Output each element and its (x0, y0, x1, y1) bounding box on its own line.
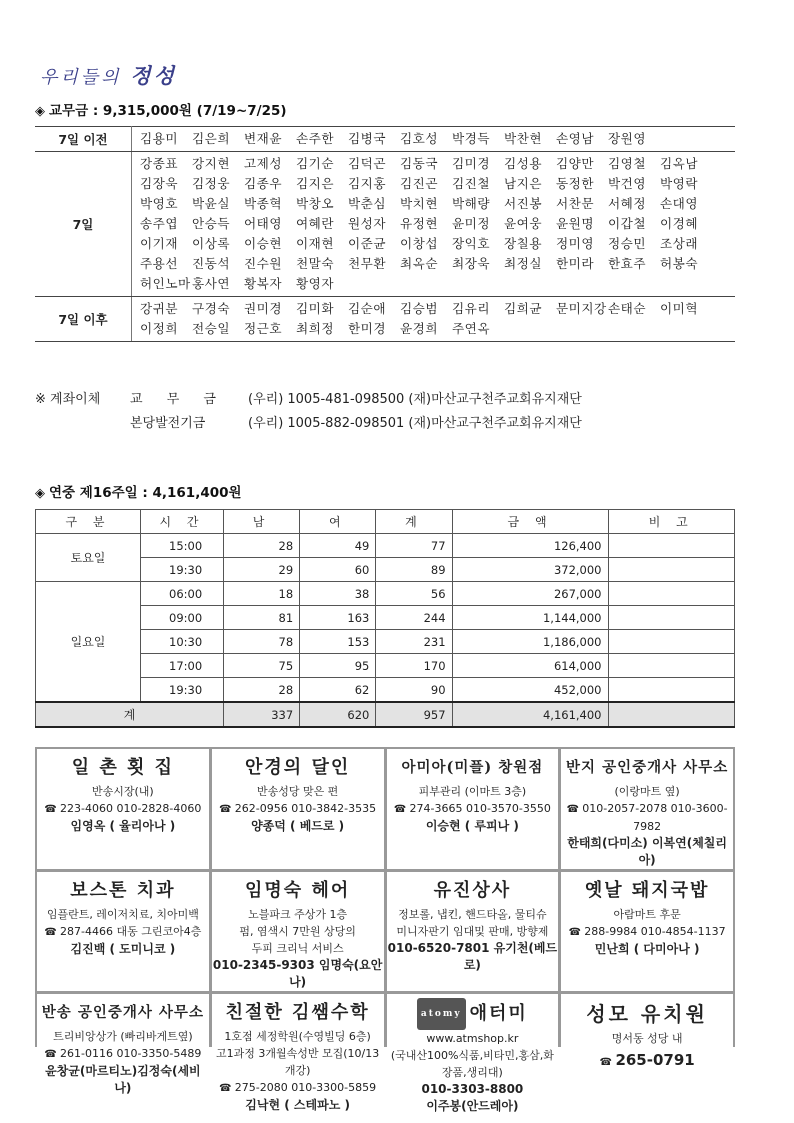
donor-name: 천말숙 (296, 256, 334, 271)
bank-info (35, 388, 582, 436)
donor-name: 황영자 (296, 276, 334, 291)
donor-name: 진동석 (192, 256, 230, 271)
ad-box (387, 749, 559, 869)
donor-label: 7일 (35, 152, 132, 297)
table-header: 비 고 (608, 510, 735, 534)
total-f: 620 (300, 702, 376, 727)
ad-title (212, 753, 384, 783)
ad-title (387, 753, 559, 783)
donor-name: 유정현 (400, 216, 438, 231)
donor-name: 서진봉 (504, 196, 542, 211)
ad-title (561, 753, 733, 783)
donor-name: 전승일 (192, 321, 230, 336)
ad-line: 노블파크 주상가 1층 (248, 908, 348, 921)
time-cell: 06:00 (141, 582, 224, 606)
donor-name: 김승범 (400, 301, 438, 316)
donor-name: 이창섭 (400, 236, 438, 251)
ad-person: 김진백 ( 도미니코 ) (70, 942, 176, 956)
bank-text-2: (우리) 1005-882-098501 (재)마산교구천주교회유지재단 (248, 416, 582, 431)
donor-name: 박윤실 (192, 196, 230, 211)
donor-name: 김옥남 (660, 156, 698, 171)
ad-title-text: 친절한 김쌤수학 (225, 1002, 370, 1023)
ad-person: 양종덕 ( 베드로 ) (251, 819, 345, 833)
donor-name: 박영락 (660, 176, 698, 191)
donor-name: 김은희 (192, 131, 230, 146)
donor-name: 강지현 (192, 156, 230, 171)
ad-line: 임플란트, 레이저치료, 치아미백 (46, 908, 199, 921)
donor-name: 김호성 (400, 131, 438, 146)
donor-name: 김기순 (296, 156, 334, 171)
ad-box (561, 994, 733, 1115)
donor-name: 최옥순 (400, 256, 438, 271)
donor-name: 박창오 (296, 196, 334, 211)
donor-name: 박건영 (608, 176, 646, 191)
table-header: 구 분 (36, 510, 141, 534)
donor-name: 윤미정 (452, 216, 490, 231)
donor-name: 이갑철 (608, 216, 646, 231)
total-note (608, 702, 735, 727)
table-row (36, 606, 735, 630)
donor-name: 홍사연 (192, 276, 230, 291)
offering-title (35, 481, 242, 501)
bank-label-2: 본당발전기금 (130, 416, 206, 431)
name-grid (140, 300, 731, 338)
ad-phone: ☎ 010-2057-2078 010-3600-7982 (561, 800, 733, 835)
donor-name: 김미경 (452, 156, 490, 171)
table-row (36, 582, 735, 606)
donor-name: 손주한 (296, 131, 334, 146)
education-title-text: 교무금 : 9,315,000원 (7/19~7/25) (49, 103, 287, 119)
donor-name: 장원영 (608, 131, 646, 146)
bank-label-1: 교 무 금 (130, 392, 226, 407)
ad-line: 트리비앙상가 (빠리바게트옆) (53, 1030, 193, 1043)
table-row (36, 558, 735, 582)
donor-name: 박치현 (400, 196, 438, 211)
donor-name: 한미라 (556, 256, 594, 271)
donor-name: 어태영 (244, 216, 282, 231)
donor-name: 변재윤 (244, 131, 282, 146)
donor-name: 김진철 (452, 176, 490, 191)
ad-line: 정보롤, 냅킨, 핸드타올, 물티슈 (398, 908, 547, 921)
male-cell: 28 (224, 678, 300, 703)
note-cell (608, 678, 735, 703)
heading-emph: 정성 (130, 63, 177, 88)
atomy-logo-icon: atomy (417, 998, 466, 1030)
donor-name: 이재현 (296, 236, 334, 251)
ad-title-text: 보스톤 치과 (70, 880, 176, 901)
donor-row (35, 152, 735, 297)
donor-name: 김지은 (296, 176, 334, 191)
donor-name: 김동국 (400, 156, 438, 171)
donor-name: 최정실 (504, 256, 542, 271)
note-cell (608, 558, 735, 582)
donor-name: 김종우 (244, 176, 282, 191)
total-label: 계 (36, 702, 224, 727)
ad-phone: ☎ 274-3665 010-3570-3550 (387, 800, 559, 818)
male-cell: 28 (224, 534, 300, 558)
donor-label: 7일 이전 (35, 127, 132, 152)
donor-name: 황복자 (244, 276, 282, 291)
donor-name: 동정한 (556, 176, 594, 191)
sum-cell: 89 (376, 558, 452, 582)
donor-name: 박종혁 (244, 196, 282, 211)
amount-cell: 126,400 (452, 534, 608, 558)
table-row (36, 678, 735, 703)
donor-name: 이기재 (140, 236, 178, 251)
donor-name: 서혜정 (608, 196, 646, 211)
donor-name: 주연옥 (452, 321, 490, 336)
donor-name: 권미경 (244, 301, 282, 316)
offering-title-text: 연중 제16주일 : 4,161,400원 (49, 485, 242, 501)
table-header: 남 (224, 510, 300, 534)
donor-name: 정승민 (608, 236, 646, 251)
heading-prefix: 우리들의 (40, 67, 131, 88)
ad-box (387, 994, 559, 1115)
total-m: 337 (224, 702, 300, 727)
male-cell: 18 (224, 582, 300, 606)
donor-name: 이상록 (192, 236, 230, 251)
ad-line: www.atmshop.kr (426, 1032, 519, 1045)
diamond-icon: ◈ (35, 104, 45, 119)
donor-name: 이경혜 (660, 216, 698, 231)
donor-name: 허인노마 (140, 276, 191, 291)
ad-person: 010-6520-7801 유기천(베드로) (387, 941, 558, 972)
ad-box (37, 872, 209, 991)
donor-name: 손대영 (660, 196, 698, 211)
donor-name: 원성자 (348, 216, 386, 231)
donor-name: 안승득 (192, 216, 230, 231)
donor-names (132, 297, 736, 342)
ad-box (561, 872, 733, 991)
donor-name: 박영호 (140, 196, 178, 211)
ad-box (212, 749, 384, 869)
ad-title (561, 998, 733, 1030)
ad-phone: ☎ 262-0956 010-3842-3535 (212, 800, 384, 818)
donor-name: 한효주 (608, 256, 646, 271)
donor-name: 최장욱 (452, 256, 490, 271)
ad-title (387, 998, 559, 1030)
donor-name: 손태순 (608, 301, 646, 316)
ad-title (212, 876, 384, 906)
female-cell: 38 (300, 582, 376, 606)
amount-cell: 1,186,000 (452, 630, 608, 654)
total-amount: 4,161,400 (452, 702, 608, 727)
time-cell: 09:00 (141, 606, 224, 630)
donor-name: 김미화 (296, 301, 334, 316)
male-cell: 75 (224, 654, 300, 678)
ad-box (561, 749, 733, 869)
donor-name: 허봉숙 (660, 256, 698, 271)
bank-text-1: (우리) 1005-481-098500 (재)마산교구천주교회유지재단 (248, 392, 582, 407)
ad-person: 010-2345-9303 임명숙(요안나) (212, 958, 383, 989)
ad-box (212, 994, 384, 1115)
donor-name: 김희균 (504, 301, 542, 316)
ad-line: 1호점 세정학원(수영빌딩 6층) (224, 1030, 371, 1043)
name-grid (140, 155, 731, 293)
male-cell: 81 (224, 606, 300, 630)
note-cell (608, 606, 735, 630)
donor-names (132, 127, 736, 152)
donor-name: 손영남 (556, 131, 594, 146)
ad-title (387, 876, 559, 906)
donor-name: 이준균 (348, 236, 386, 251)
time-cell: 17:00 (141, 654, 224, 678)
ad-line: 피부관리 (이마트 3층) (418, 785, 527, 798)
donor-row (35, 127, 735, 152)
donor-name: 박춘심 (348, 196, 386, 211)
amount-cell: 267,000 (452, 582, 608, 606)
table-header: 시 간 (141, 510, 224, 534)
donor-name: 김장욱 (140, 176, 178, 191)
donor-name: 송주엽 (140, 216, 178, 231)
donor-name: 강종표 (140, 156, 178, 171)
ad-person: 한태희(다미소) 이복연(체칠리아) (567, 836, 727, 867)
sum-cell: 56 (376, 582, 452, 606)
donor-label: 7일 이후 (35, 297, 132, 342)
ad-title (37, 876, 209, 906)
donor-table (35, 126, 735, 342)
time-cell: 19:30 (141, 678, 224, 703)
donor-name: 여혜란 (296, 216, 334, 231)
donor-name: 김병국 (348, 131, 386, 146)
ad-title-text: 임명숙 헤어 (245, 880, 351, 901)
donor-name: 남지은 (504, 176, 542, 191)
donor-name: 이미혁 (660, 301, 698, 316)
table-header: 여 (300, 510, 376, 534)
ad-line: 두피 크리닉 서비스 (251, 942, 344, 955)
donor-name: 장익호 (452, 236, 490, 251)
donor-name: 윤여웅 (504, 216, 542, 231)
ad-person: 이주봉(안드레아) (426, 1099, 519, 1113)
donor-name: 김진곤 (400, 176, 438, 191)
sum-cell: 170 (376, 654, 452, 678)
donor-name: 김정웅 (192, 176, 230, 191)
donor-name: 김유리 (452, 301, 490, 316)
table-header: 계 (376, 510, 452, 534)
donor-name: 진수원 (244, 256, 282, 271)
donor-name: 최희정 (296, 321, 334, 336)
sum-cell: 77 (376, 534, 452, 558)
ad-title-text: 반송 공인중개사 사무소 (41, 1004, 204, 1021)
female-cell: 49 (300, 534, 376, 558)
ad-title-text: 일 촌 횟 집 (71, 757, 175, 778)
male-cell: 29 (224, 558, 300, 582)
group-label: 일요일 (36, 582, 141, 703)
ad-title-text: 애터미 (469, 1003, 528, 1024)
ad-phone: ☎ 265-0791 (561, 1047, 733, 1076)
donor-name: 조상래 (660, 236, 698, 251)
donor-name: 김순애 (348, 301, 386, 316)
donor-name: 구경숙 (192, 301, 230, 316)
ad-person: 민난희 ( 다미아나 ) (594, 942, 700, 956)
note-cell (608, 582, 735, 606)
total-sum: 957 (376, 702, 452, 727)
ad-line: (이랑마트 옆) (614, 785, 680, 798)
donor-name: 윤원명 (556, 216, 594, 231)
donor-row (35, 297, 735, 342)
table-row (36, 534, 735, 558)
name-grid (140, 130, 731, 148)
donor-name: 박해량 (452, 196, 490, 211)
donor-name: 김덕곤 (348, 156, 386, 171)
donor-name: 박찬현 (504, 131, 542, 146)
donor-names (132, 152, 736, 297)
donor-name: 김용미 (140, 131, 178, 146)
ad-line: 반송시장(내) (92, 785, 154, 798)
time-cell: 19:30 (141, 558, 224, 582)
ad-person: 김낙현 ( 스테파노 ) (245, 1098, 350, 1112)
donor-name: 정근호 (244, 321, 282, 336)
note-cell (608, 534, 735, 558)
ad-line: 아람마트 후문 (613, 908, 681, 921)
ad-title (37, 998, 209, 1028)
ad-phone: ☎ 287-4466 대동 그린코아4층 (37, 923, 209, 941)
donor-name: 김영철 (608, 156, 646, 171)
ad-line: 명서동 성당 내 (611, 1032, 683, 1045)
ad-person: 윤창균(마르티노)김정숙(세비나) (45, 1064, 201, 1095)
bank-mark: ※ 계좌이체 (35, 392, 101, 407)
donor-name: 한미경 (348, 321, 386, 336)
donor-name: 강귀분 (140, 301, 178, 316)
diamond-icon: ◈ (35, 486, 45, 501)
time-cell: 10:30 (141, 630, 224, 654)
table-row (36, 654, 735, 678)
donor-name: 이승현 (244, 236, 282, 251)
ad-person: 이승현 ( 루피나 ) (425, 819, 519, 833)
ad-box (37, 749, 209, 869)
amount-cell: 452,000 (452, 678, 608, 703)
ad-phone: ☎ 288-9984 010-4854-1137 (561, 923, 733, 941)
sum-cell: 231 (376, 630, 452, 654)
donor-name: 주용선 (140, 256, 178, 271)
donor-name: 정미영 (556, 236, 594, 251)
table-header-row (36, 510, 735, 534)
sum-cell: 90 (376, 678, 452, 703)
female-cell: 60 (300, 558, 376, 582)
donor-name: 천무환 (348, 256, 386, 271)
offering-table (35, 509, 735, 728)
donor-name: 박경득 (452, 131, 490, 146)
ad-person: 임영옥 ( 율리아나 ) (70, 819, 176, 833)
donor-name: 장칠용 (504, 236, 542, 251)
ad-title-text: 아미아(미플) 창원점 (401, 759, 544, 776)
female-cell: 163 (300, 606, 376, 630)
ad-line: 미니자판기 임대및 판매, 방향제 (396, 925, 549, 938)
ad-phone: ☎ 275-2080 010-3300-5859 (212, 1079, 384, 1097)
note-cell (608, 630, 735, 654)
ad-phone: ☎ 223-4060 010-2828-4060 (37, 800, 209, 818)
ad-box (212, 872, 384, 991)
ad-phone: ☎ 261-0116 010-3350-5489 (37, 1045, 209, 1063)
ad-title-text: 유진상사 (433, 880, 512, 901)
ad-line: 펌, 염색시 7만원 상당의 (239, 925, 356, 938)
total-row (36, 702, 735, 727)
donor-name: 김양만 (556, 156, 594, 171)
ads-grid (35, 747, 735, 1113)
male-cell: 78 (224, 630, 300, 654)
ad-line: 고1과정 3개월속성반 모집(10/13 개강) (216, 1047, 380, 1077)
ad-title-text: 안경의 달인 (245, 757, 351, 778)
donor-name: 고제성 (244, 156, 282, 171)
ad-title-text: 옛날 돼지국밥 (584, 880, 710, 901)
ad-title (37, 753, 209, 783)
ad-person: 010-3303-8800 (421, 1082, 524, 1096)
note-cell (608, 654, 735, 678)
female-cell: 95 (300, 654, 376, 678)
ad-box (387, 872, 559, 991)
sum-cell: 244 (376, 606, 452, 630)
ad-title-text: 성모 유치원 (586, 1002, 708, 1026)
female-cell: 62 (300, 678, 376, 703)
amount-cell: 614,000 (452, 654, 608, 678)
ad-box (37, 994, 209, 1115)
donor-name: 서찬문 (556, 196, 594, 211)
ad-line: (국내산100%식품,비타민,홍삼,화장품,생리대) (390, 1049, 554, 1079)
donor-name: 윤경희 (400, 321, 438, 336)
page-heading (40, 60, 177, 90)
donor-name: 김성용 (504, 156, 542, 171)
donor-name: 문미지강 (556, 301, 607, 316)
amount-cell: 372,000 (452, 558, 608, 582)
group-label: 토요일 (36, 534, 141, 582)
table-row (36, 630, 735, 654)
female-cell: 153 (300, 630, 376, 654)
ad-title-text: 반지 공인중개사 사무소 (566, 759, 729, 776)
donor-name: 김지홍 (348, 176, 386, 191)
table-header: 금 액 (452, 510, 608, 534)
time-cell: 15:00 (141, 534, 224, 558)
education-title (35, 99, 287, 119)
amount-cell: 1,144,000 (452, 606, 608, 630)
ad-line: 반송성당 맞은 편 (256, 785, 339, 798)
ad-title (212, 998, 384, 1028)
ad-title (561, 876, 733, 906)
donor-name: 이정희 (140, 321, 178, 336)
